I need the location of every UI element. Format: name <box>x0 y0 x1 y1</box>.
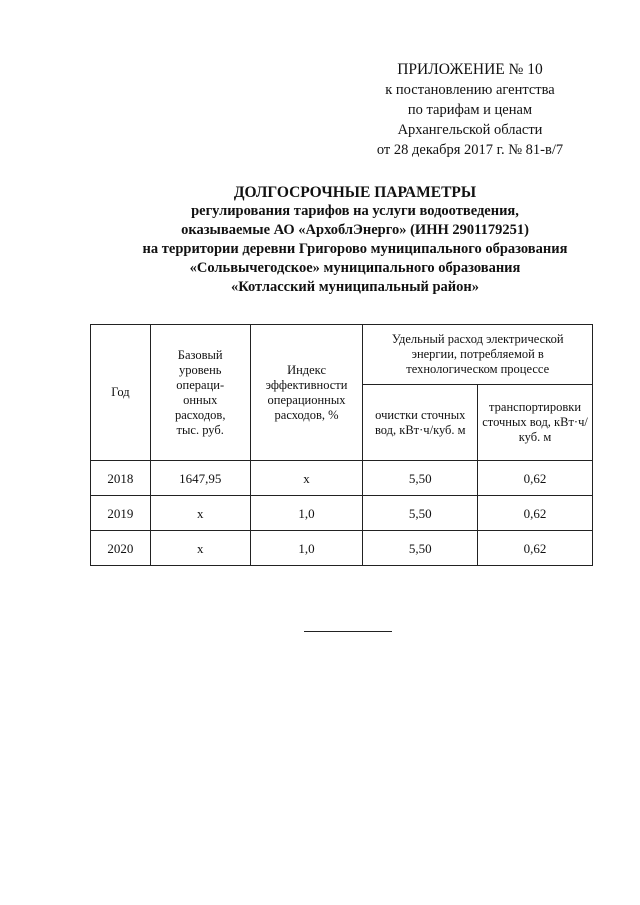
header-wastewater-transport: транспортировки сточных вод, кВт·ч/куб. м <box>478 385 593 461</box>
end-divider <box>304 631 392 632</box>
header-energy-consumption: Удельный расход электрической энергии, потребляемой в технологическом процессе <box>363 325 593 385</box>
heading-line: регулирования тарифов на услуги водоотведения, <box>191 203 519 219</box>
appendix-title: ПРИЛОЖЕНИЕ № 10 <box>397 61 543 78</box>
cell-efficiency-index: x <box>250 461 363 496</box>
table-row <box>91 496 593 531</box>
cell-efficiency-index: 1,0 <box>250 496 363 531</box>
cell-year: 2020 <box>91 531 151 566</box>
cell-year: 2019 <box>91 496 151 531</box>
heading-line: оказываемые АО «АрхоблЭнерго» (ИНН 2901179251) <box>181 222 529 238</box>
table-row <box>91 531 593 566</box>
table-row <box>91 461 593 496</box>
appendix-line: Архангельской области <box>397 122 543 138</box>
appendix-date-line: от 28 декабря 2017 г. № 81-в/7 <box>376 142 564 158</box>
heading-line: «Сольвычегодское» муниципального образования <box>189 260 521 276</box>
header-efficiency-index: Индекс эффективности операционных расходов, % <box>250 325 363 461</box>
heading-line: «Котласский муниципальный район» <box>230 279 480 295</box>
appendix-line: к постановлению агентства <box>385 82 555 98</box>
cell-transport: 0,62 <box>478 496 593 531</box>
cell-base-costs: x <box>150 531 250 566</box>
cell-transport: 0,62 <box>478 531 593 566</box>
parameters-table <box>90 324 593 566</box>
cell-cleaning: 5,50 <box>363 531 478 566</box>
cell-year: 2018 <box>91 461 151 496</box>
header-wastewater-cleaning: очистки сточных вод, кВт·ч/куб. м <box>363 385 478 461</box>
cell-efficiency-index: 1,0 <box>250 531 363 566</box>
document-heading <box>70 183 640 297</box>
cell-base-costs: x <box>150 496 250 531</box>
appendix-line: по тарифам и ценам <box>407 102 533 118</box>
document-title: ДОЛГОСРОЧНЫЕ ПАРАМЕТРЫ <box>233 184 477 201</box>
cell-cleaning: 5,50 <box>363 496 478 531</box>
cell-base-costs: 1647,95 <box>150 461 250 496</box>
cell-transport: 0,62 <box>478 461 593 496</box>
appendix-block <box>352 60 588 160</box>
header-base-costs: Базовый уровень операци-онных расходов, тыс. руб. <box>150 325 250 461</box>
heading-line: на территории деревни Григорово муниципального образования <box>142 241 568 257</box>
cell-cleaning: 5,50 <box>363 461 478 496</box>
header-year: Год <box>91 325 151 461</box>
